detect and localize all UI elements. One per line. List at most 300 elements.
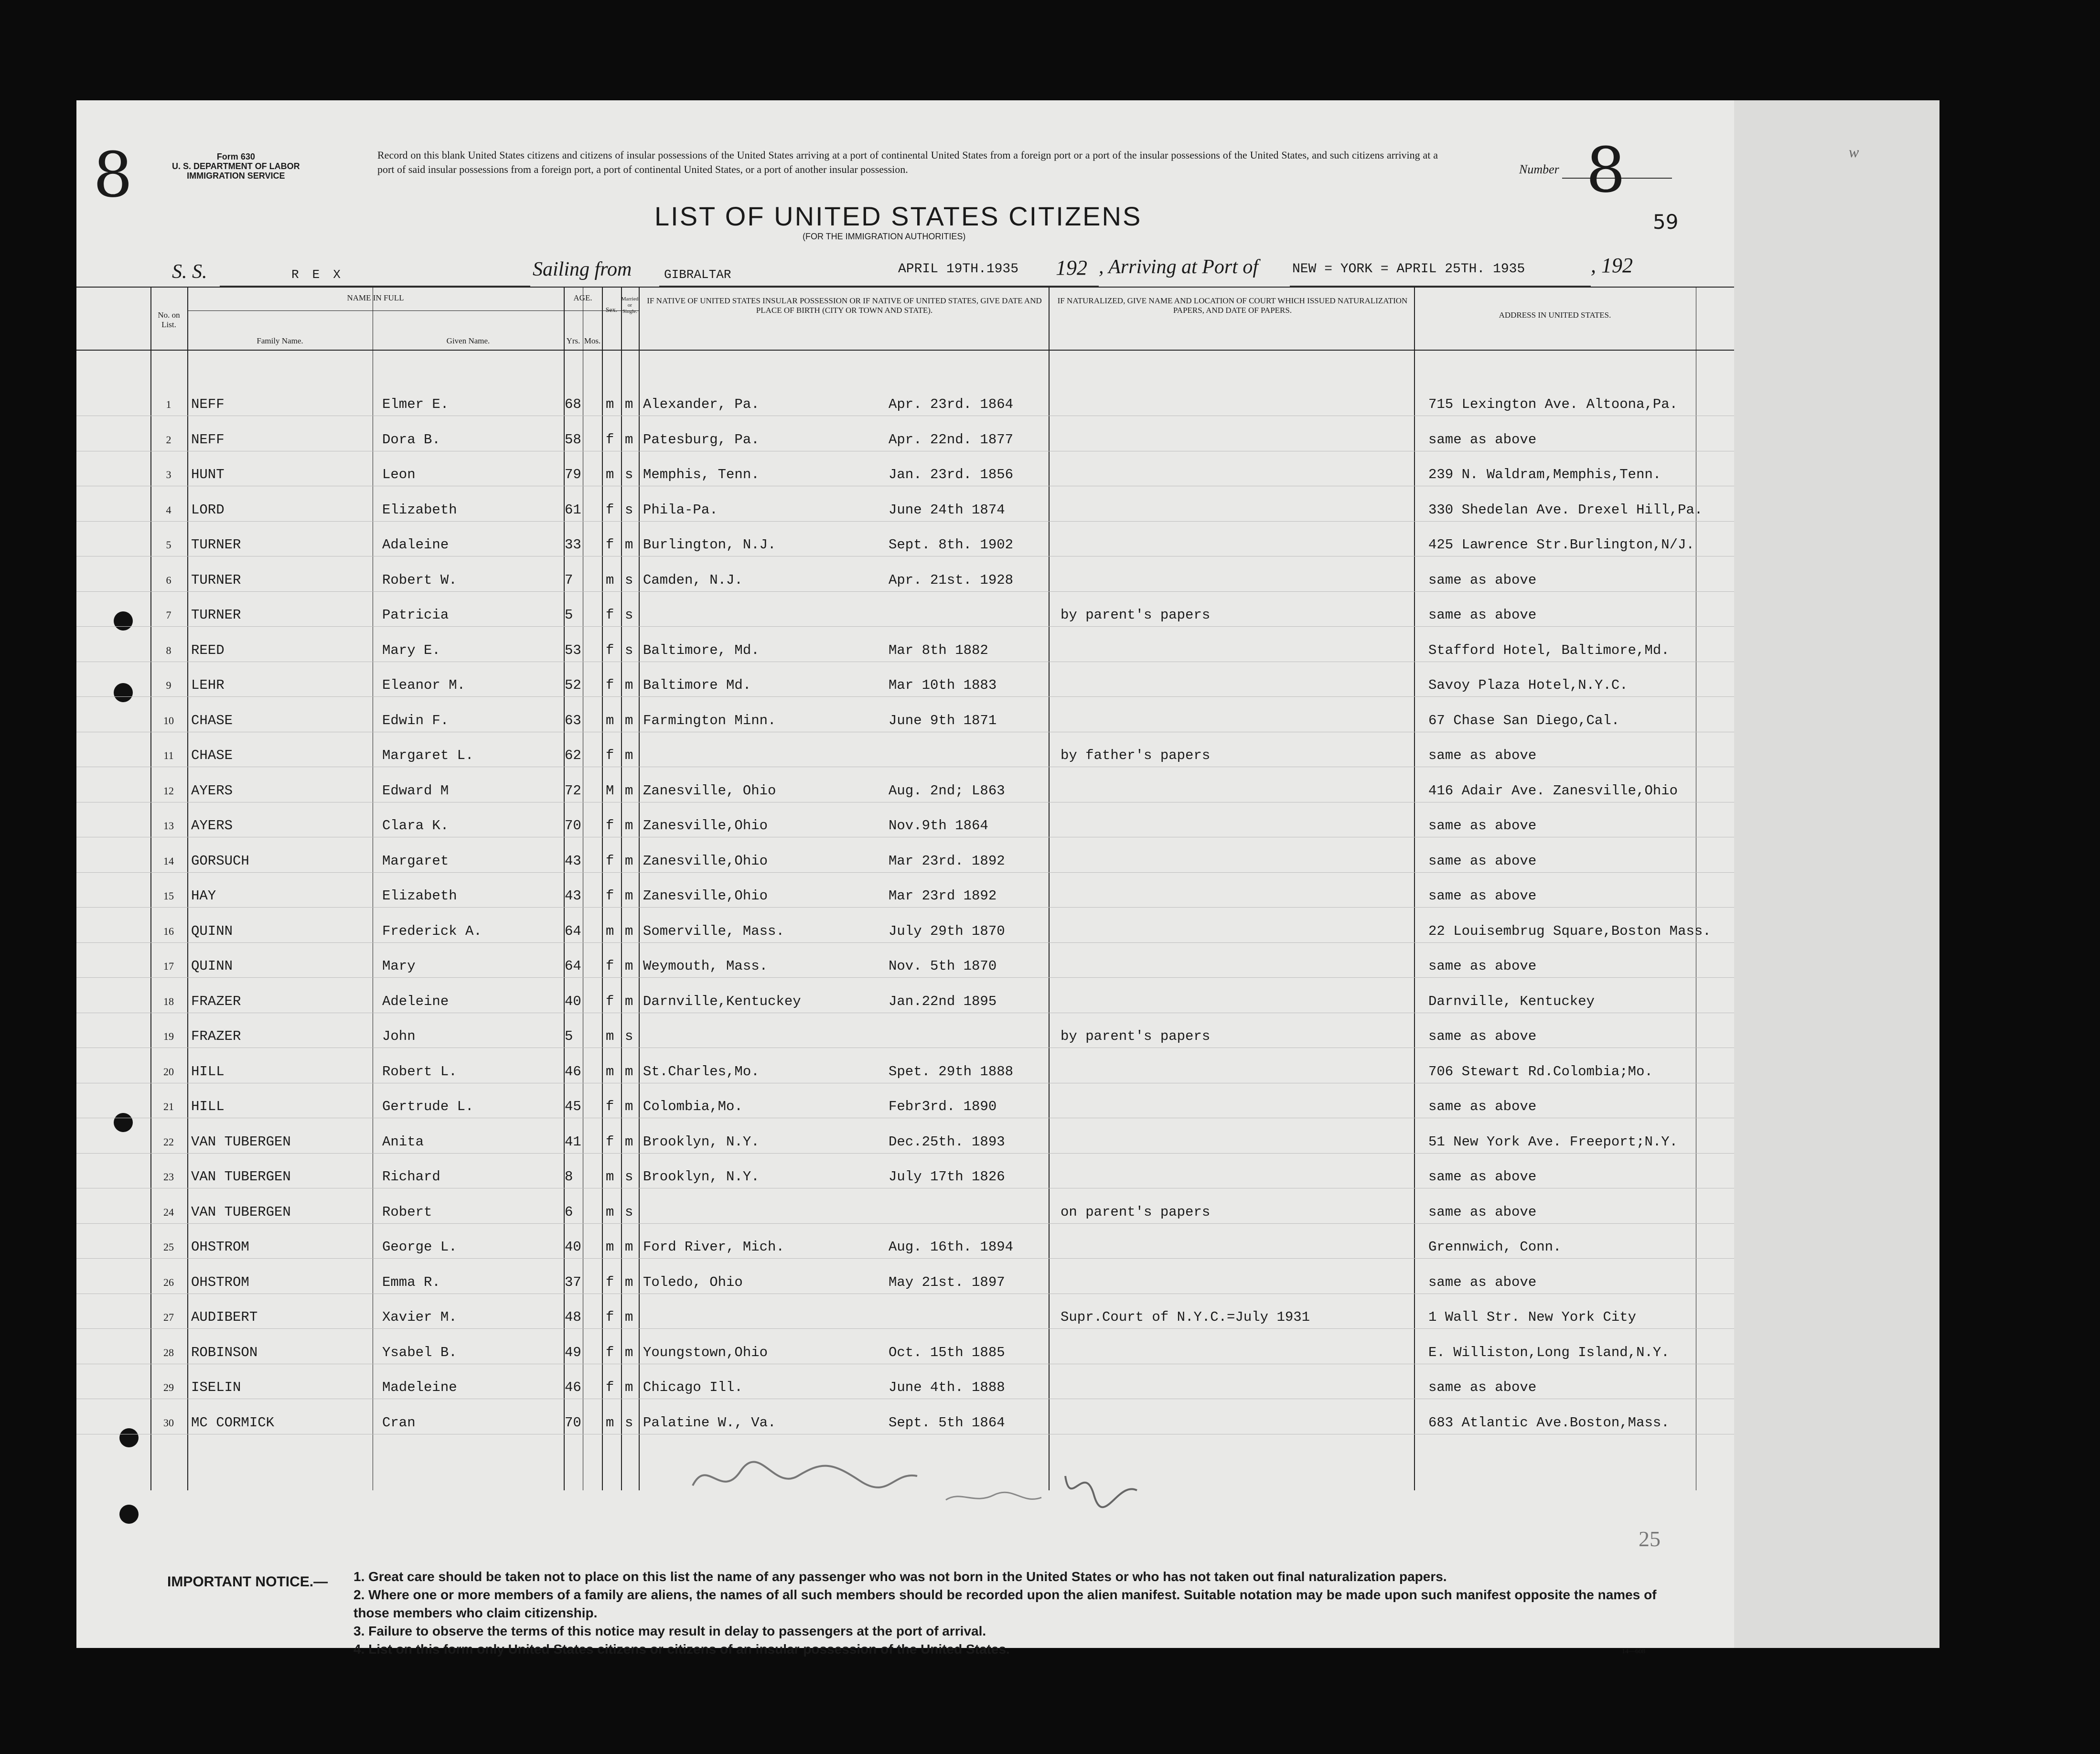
given-name-cell: Frederick A. [382,923,482,939]
birth-place-cell: Ford River, Mich. [643,1239,784,1255]
birth-place-cell: Phila-Pa. [643,502,718,518]
address-cell: same as above [1428,607,1537,623]
sailing-label: Sailing from [533,258,632,280]
ship-name: REX [291,267,354,282]
sex-cell: f [606,818,614,834]
table-header-rule [76,350,1734,351]
birth-place-cell: Alexander, Pa. [643,396,760,412]
marital-status-cell: s [625,1414,633,1431]
family-name-cell: GORSUCH [191,853,249,869]
row-number: 11 [163,749,174,761]
year-suffix: , 192 [1591,254,1633,277]
marital-status-cell: s [625,607,633,623]
row-number: 12 [163,784,174,797]
col-header-yrs: Yrs. [566,336,580,345]
birth-place-cell: Burlington, N.J. [643,537,776,553]
row-number: 20 [163,1065,174,1078]
row-number: 8 [166,644,171,656]
age-cell: 46 [565,1380,581,1395]
age-cell: 5 [565,607,573,623]
form-number: Form 630 [216,152,255,161]
sex-cell: m [606,1239,614,1255]
given-name-cell: Patricia [382,607,449,623]
age-cell: 52 [565,677,581,693]
sex-cell: m [606,712,614,728]
marital-status-cell: m [625,782,633,799]
row-rule [76,1328,1734,1329]
birth-date-cell: May 21st. 1897 [889,1274,1005,1290]
given-name-cell: Clara K. [382,818,449,834]
marital-status-cell: m [625,853,633,869]
age-cell: 70 [565,1414,581,1431]
row-rule [76,872,1734,873]
age-cell: 40 [565,993,581,1009]
given-name-cell: John [382,1028,416,1044]
sex-cell: m [606,572,614,588]
address-cell: E. Williston,Long Island,N.Y. [1428,1344,1670,1360]
marital-status-cell: m [625,1239,633,1255]
notice-item: 4. List on this form only United States citizens or citizens of an insular possession of the United States. [354,1642,1010,1657]
birth-place-cell: Brooklyn, N.Y. [643,1134,760,1150]
address-cell: 715 Lexington Ave. Altoona,Pa. [1428,396,1678,412]
address-cell: same as above [1428,1380,1537,1395]
marital-status-cell: m [625,958,633,974]
birth-place-cell: Baltimore, Md. [643,642,760,658]
marital-status-cell: m [625,1099,633,1114]
page-number: 59 [1653,210,1679,234]
row-rule [76,977,1734,978]
row-number: 24 [163,1206,174,1218]
notice-label: IMPORTANT NOTICE.— [167,1574,328,1590]
marital-status-cell: m [625,1380,633,1395]
row-rule [76,626,1734,627]
birth-date-cell: Apr. 23rd. 1864 [889,396,1014,412]
given-name-cell: Mary [382,958,416,974]
marital-status-cell: m [625,431,633,448]
form-code: 14—608 [1622,1648,1645,1655]
sex-cell: f [606,993,614,1009]
row-number: 19 [163,1030,174,1042]
row-number: 17 [163,960,174,972]
given-name-cell: Adaleine [382,537,449,553]
family-name-cell: HAY [191,888,216,904]
row-number: 3 [166,469,171,481]
birth-date-cell: Mar 23rd 1892 [889,888,997,904]
age-cell: 45 [565,1099,581,1114]
given-name-cell: Margaret L. [382,748,474,763]
row-number: 7 [166,609,171,621]
given-name-cell: Xavier M. [382,1309,457,1325]
marital-status-cell: m [625,537,633,553]
family-name-cell: TURNER [191,537,241,553]
marital-status-cell: m [625,1274,633,1290]
family-name-cell: HUNT [191,467,225,482]
sex-cell: M [606,782,614,799]
col-header-age: AGE. [573,293,592,302]
age-cell: 58 [565,431,581,448]
sex-cell: f [606,1099,614,1114]
family-name-cell: CHASE [191,712,233,728]
col-header-address: ADDRESS IN UNITED STATES. [1499,310,1611,320]
age-cell: 49 [565,1344,581,1360]
birth-place-cell: Camden, N.J. [643,572,743,588]
family-name-cell: AYERS [191,818,233,834]
col-header-naturalized: IF NATURALIZED, GIVE NAME AND LOCATION OF COURT WHICH ISSUED NATURALIZATION PAPERS, AND DATE OF PAPERS. [1057,296,1408,315]
family-name-cell: ISELIN [191,1380,241,1395]
sex-cell: m [606,1028,614,1044]
family-name-cell: FRAZER [191,993,241,1009]
row-number: 18 [163,995,174,1007]
col-rule [187,287,188,1490]
sex-cell: m [606,396,614,412]
notice-item: 1. Great care should be taken not to place on this list the name of any passenger who was not born in the United States or who has not taken out final naturalization papers. [354,1569,1447,1584]
given-name-cell: Edward M [382,782,449,799]
birth-place-cell: Palatine W., Va. [643,1414,776,1431]
passenger-table [76,287,1734,1490]
sex-cell: f [606,748,614,763]
age-cell: 48 [565,1309,581,1325]
sex-cell: f [606,1274,614,1290]
birth-date-cell: July 17th 1826 [889,1169,1005,1185]
age-cell: 53 [565,642,581,658]
family-name-cell: TURNER [191,572,241,588]
given-name-cell: Madeleine [382,1380,457,1395]
col-header-given: Given Name. [446,336,490,345]
address-cell: 425 Lawrence Str.Burlington,N/J. [1428,537,1694,553]
address-cell: Darnville, Kentuckey [1428,993,1595,1009]
sex-cell: f [606,502,614,518]
family-name-cell: TURNER [191,607,241,623]
signature-scribble [688,1443,1166,1519]
given-name-cell: Robert [382,1204,432,1220]
sex-cell: m [606,467,614,482]
row-number: 14 [163,855,174,867]
given-name-cell: Margaret [382,853,449,869]
row-number: 10 [163,714,174,727]
address-cell: 22 Louisembrug Square,Boston Mass. [1428,923,1711,939]
row-number: 16 [163,925,174,937]
marital-status-cell: s [625,1028,633,1044]
birth-place-cell: Zanesville,Ohio [643,888,768,904]
family-name-cell: NEFF [191,431,225,448]
marital-status-cell: s [625,502,633,518]
given-name-cell: Cran [382,1414,416,1431]
age-cell: 61 [565,502,581,518]
birth-place-cell: Brooklyn, N.Y. [643,1169,760,1185]
birth-date-cell: Spet. 29th 1888 [889,1063,1014,1080]
row-rule [76,696,1734,697]
naturalization-cell: on parent's papers [1061,1204,1211,1220]
family-name-cell: VAN TUBERGEN [191,1134,291,1150]
birth-place-cell: Baltimore Md. [643,677,751,693]
sex-cell: m [606,1414,614,1431]
given-name-cell: Gertrude L. [382,1099,474,1114]
address-cell: same as above [1428,888,1537,904]
sex-cell: m [606,1063,614,1080]
sex-cell: f [606,677,614,693]
birth-place-cell: St.Charles,Mo. [643,1063,760,1080]
margin-mark: w [1849,143,1859,160]
row-rule [76,1258,1734,1259]
row-number: 13 [163,820,174,832]
sex-cell: m [606,1204,614,1220]
address-cell: same as above [1428,1274,1537,1290]
row-rule [76,907,1734,908]
service: IMMIGRATION SERVICE [187,171,285,181]
stamp-number: 25 [1639,1527,1661,1551]
row-number: 2 [166,433,171,446]
row-rule [76,942,1734,943]
birth-place-cell: Memphis, Tenn. [643,467,760,482]
marital-status-cell: m [625,993,633,1009]
family-name-cell: HILL [191,1063,225,1080]
birth-place-cell: Toledo, Ohio [643,1274,743,1290]
col-rule [1414,287,1415,1490]
col-header-no: No. on List. [158,310,180,329]
marital-status-cell: m [625,748,633,763]
given-name-cell: Mary E. [382,642,440,658]
birth-date-cell: Dec.25th. 1893 [889,1134,1005,1150]
col-header-married: Married or Single. [621,296,639,314]
birth-date-cell: Nov. 5th 1870 [889,958,997,974]
marital-status-cell: m [625,923,633,939]
row-number: 4 [166,503,171,516]
sex-cell: f [606,1309,614,1325]
given-name-cell: Eleanor M. [382,677,466,693]
age-cell: 79 [565,467,581,482]
marital-status-cell: m [625,712,633,728]
marital-status-cell: m [625,818,633,834]
page-title: LIST OF UNITED STATES CITIZENS [654,201,1142,231]
row-number: 1 [166,398,171,410]
year-suffix: 192 [1056,256,1087,279]
birth-place-cell: Farmington Minn. [643,712,776,728]
sex-cell: f [606,1380,614,1395]
address-cell: 416 Adair Ave. Zanesville,Ohio [1428,782,1678,799]
birth-place-cell: Youngstown,Ohio [643,1344,768,1360]
birth-place-cell: Colombia,Mo. [643,1099,743,1114]
address-cell: 706 Stewart Rd.Colombia;Mo. [1428,1063,1653,1080]
address-cell: same as above [1428,958,1537,974]
address-cell: 239 N. Waldram,Memphis,Tenn. [1428,467,1661,482]
given-name-cell: Leon [382,467,416,482]
row-number: 15 [163,890,174,902]
sex-cell: f [606,1134,614,1150]
family-name-cell: NEFF [191,396,225,412]
sex-cell: f [606,853,614,869]
sex-cell: f [606,431,614,448]
birth-date-cell: July 29th 1870 [889,923,1005,939]
marital-status-cell: m [625,1063,633,1080]
notice-item: 2. Where one or more members of a family are aliens, the names of all such members should be recorded upon the alien manifest. Suitable notation may be made upon such manifest opposite the names of those members who claim citizenship. [354,1587,1657,1620]
birth-date-cell: Mar 23rd. 1892 [889,853,1005,869]
row-number: 9 [166,679,171,691]
sex-cell: f [606,1344,614,1360]
col-rule [639,287,640,1490]
row-rule [76,591,1734,592]
age-cell: 64 [565,923,581,939]
given-name-cell: Ysabel B. [382,1344,457,1360]
address-cell: same as above [1428,572,1537,588]
sailing-from: GIBRALTAR [664,267,731,282]
sex-cell: f [606,888,614,904]
given-name-cell: Elizabeth [382,888,457,904]
marital-status-cell: m [625,1309,633,1325]
birth-date-cell: Sept. 5th 1864 [889,1414,1005,1431]
table-top-rule [76,287,1734,288]
age-cell: 64 [565,958,581,974]
birth-place-cell: Weymouth, Mass. [643,958,768,974]
row-number: 30 [163,1416,174,1429]
family-name-cell: OHSTROM [191,1239,249,1255]
address-cell: Stafford Hotel, Baltimore,Md. [1428,642,1670,658]
address-cell: 683 Atlantic Ave.Boston,Mass. [1428,1414,1670,1431]
given-name-cell: Richard [382,1169,440,1185]
age-cell: 70 [565,818,581,834]
age-cell: 7 [565,572,573,588]
naturalization-cell: Supr.Court of N.Y.C.=July 1931 [1061,1309,1310,1325]
birth-date-cell: Jan. 23rd. 1856 [889,467,1014,482]
birth-date-cell: Apr. 21st. 1928 [889,572,1014,588]
marital-status-cell: m [625,888,633,904]
address-cell: Savoy Plaza Hotel,N.Y.C. [1428,677,1628,693]
family-name-cell: CHASE [191,748,233,763]
given-name-cell: Elmer E. [382,396,449,412]
row-number: 27 [163,1311,174,1323]
col-rule [1049,287,1050,1490]
record-instructions: Record on this blank United States citizens and citizens of insular possessions of the United States arriving at a port of continental United States from a foreign port or a port of the insular possessions of the United States, and such citizens arriving at a port of said insular possessions from a foreign port, a port of continental United States, or a port of another insular possession. [377,149,1438,175]
family-name-cell: VAN TUBERGEN [191,1204,291,1220]
col-header-birth: IF NATIVE OF UNITED STATES INSULAR POSSESSION OR IF NATIVE OF UNITED STATES, GIVE DATE AND PLACE OF BIRTH (CITY OR TOWN AND STATE). [647,296,1042,315]
age-cell: 46 [565,1063,581,1080]
birth-date-cell: Oct. 15th 1885 [889,1344,1005,1360]
address-cell: same as above [1428,818,1537,834]
family-name-cell: FRAZER [191,1028,241,1044]
row-number: 22 [163,1135,174,1148]
birth-date-cell: June 9th 1871 [889,712,997,728]
family-name-cell: QUINN [191,923,233,939]
address-cell: same as above [1428,1204,1537,1220]
family-name-cell: MC CORMICK [191,1414,275,1431]
address-cell: same as above [1428,431,1537,448]
row-number: 23 [163,1171,174,1183]
sex-cell: m [606,923,614,939]
birth-place-cell: Somerville, Mass. [643,923,784,939]
family-name-cell: AYERS [191,782,233,799]
sailing-date: APRIL 19TH.1935 [898,262,1019,277]
notice-item: 3. Failure to observe the terms of this notice may result in delay to passengers at the port of arrival. [354,1624,986,1638]
row-rule [76,1153,1734,1154]
birth-date-cell: Sept. 8th. 1902 [889,537,1014,553]
department: U. S. DEPARTMENT OF LABOR [172,161,300,171]
birth-date-cell: June 4th. 1888 [889,1380,1005,1395]
col-rule [150,287,151,1490]
address-cell: same as above [1428,1099,1537,1114]
arriving-port-date: NEW = YORK = APRIL 25TH. 1935 [1292,262,1525,277]
age-cell: 8 [565,1169,573,1185]
row-number: 26 [163,1276,174,1288]
age-cell: 68 [565,396,581,412]
given-name-cell: Adeleine [382,993,449,1009]
family-name-cell: VAN TUBERGEN [191,1169,291,1185]
naturalization-cell: by parent's papers [1061,1028,1211,1044]
row-rule [76,521,1734,522]
birth-date-cell: Febr3rd. 1890 [889,1099,997,1114]
family-name-cell: LORD [191,502,225,518]
address-cell: 330 Shedelan Ave. Drexel Hill,Pa. [1428,502,1703,518]
given-name-cell: Elizabeth [382,502,457,518]
family-name-cell: AUDIBERT [191,1309,258,1325]
age-cell: 72 [565,782,581,799]
row-number: 29 [163,1381,174,1393]
age-cell: 43 [565,853,581,869]
birth-place-cell: Darnville,Kentuckey [643,993,801,1009]
row-number: 6 [166,574,171,586]
number-label: Number [1519,162,1559,176]
given-name-cell: Dora B. [382,431,440,448]
birth-date-cell: Apr. 22nd. 1877 [889,431,1014,448]
col-rule [621,287,622,1490]
age-cell: 63 [565,712,581,728]
row-number: 21 [163,1101,174,1112]
sex-cell: f [606,642,614,658]
marital-status-cell: m [625,677,633,693]
given-name-cell: Robert W. [382,572,457,588]
birth-date-cell: Mar 10th 1883 [889,677,997,693]
list-number: 8 [1586,134,1626,206]
birth-place-cell: Patesburg, Pa. [643,431,760,448]
serial-number-left: 8 [93,139,133,211]
given-name-cell: Edwin F. [382,712,449,728]
birth-date-cell: Nov.9th 1864 [889,818,988,834]
address-cell: same as above [1428,1028,1537,1044]
family-name-cell: LEHR [191,677,225,693]
age-cell: 41 [565,1134,581,1150]
sex-cell: f [606,537,614,553]
marital-status-cell: m [625,1134,633,1150]
address-cell: same as above [1428,1169,1537,1185]
age-cell: 43 [565,888,581,904]
birth-place-cell: Zanesville,Ohio [643,853,768,869]
age-cell: 5 [565,1028,573,1044]
sex-cell: m [606,1169,614,1185]
age-cell: 37 [565,1274,581,1290]
birth-date-cell: June 24th 1874 [889,502,1005,518]
family-name-cell: REED [191,642,225,658]
family-name-cell: QUINN [191,958,233,974]
sheet-margin [1734,100,1939,1648]
marital-status-cell: m [625,1344,633,1360]
row-number: 28 [163,1346,174,1358]
family-name-cell: OHSTROM [191,1274,249,1290]
age-cell: 40 [565,1239,581,1255]
marital-status-cell: s [625,1204,633,1220]
row-rule [76,1223,1734,1224]
address-cell: Grennwich, Conn. [1428,1239,1562,1255]
address-cell: 51 New York Ave. Freeport;N.Y. [1428,1134,1678,1150]
address-cell: same as above [1428,853,1537,869]
col-header-family: Family Name. [257,336,303,345]
row-number: 25 [163,1241,174,1253]
address-cell: 67 Chase San Diego,Cal. [1428,712,1620,728]
age-cell: 33 [565,537,581,553]
age-cell: 62 [565,748,581,763]
address-cell: 1 Wall Str. New York City [1428,1309,1637,1325]
col-header-sex: Sex. [605,307,618,314]
birth-date-cell: Aug. 2nd; L863 [889,782,1005,799]
given-name-cell: Emma R. [382,1274,440,1290]
marital-status-cell: s [625,467,633,482]
